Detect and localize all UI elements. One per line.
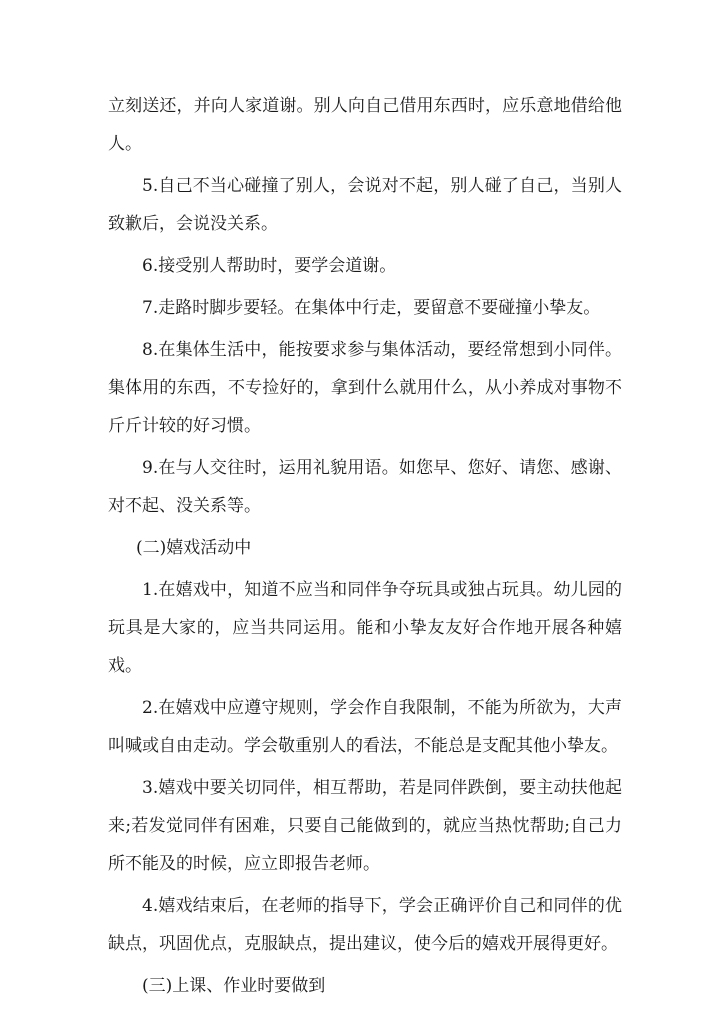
paragraph-games-4: 4.嬉戏结束后，在老师的指导下，学会正确评价自己和同伴的优缺点，巩固优点，克服缺点，提出建议，使今后的嬉戏开展得更好。	[108, 896, 622, 954]
paragraph-continued: 立刻送还，并向人家道谢。别人向自己借用东西时，应乐意地借给他人。	[108, 96, 622, 154]
paragraph-item-6: 6.接受别人帮助时，要学会道谢。	[142, 256, 397, 276]
paragraph-item-7: 7.走路时脚步要轻。在集体中行走，要留意不要碰撞小挚友。	[142, 298, 601, 318]
document-body	[108, 87, 622, 1009]
paragraph-item-9: 9.在与人交往时，运用礼貌用语。如您早、您好、请您、感谢、对不起、没关系等。	[108, 458, 622, 516]
section-heading-games: (二)嬉戏活动中	[136, 538, 252, 558]
paragraph-item-8: 8.在集体生活中，能按要求参与集体活动，要经常想到小同伴。集体用的东西，不专捡好的，拿到什么就用什么，从小养成对事物不斤斤计较的好习惯。	[108, 340, 622, 436]
paragraph-item-5: 5.自己不当心碰撞了别人，会说对不起，别人碰了自己，当别人致歉后，会说没关系。	[108, 176, 622, 234]
paragraph-games-1: 1.在嬉戏中，知道不应当和同伴争夺玩具或独占玩具。幼儿园的玩具是大家的，应当共同运用。能和小挚友友好合作地开展各种嬉戏。	[108, 580, 622, 676]
section-heading-class: (三)上课、作业时要做到	[142, 976, 326, 996]
paragraph-games-2: 2.在嬉戏中应遵守规则，学会作自我限制，不能为所欲为，大声叫喊或自由走动。学会敬重别人的看法，不能总是支配其他小挚友。	[108, 698, 622, 756]
paragraph-games-3: 3.嬉戏中要关切同伴，相互帮助，若是同伴跌倒，要主动扶他起来;若发觉同伴有困难，只要自己能做到的，就应当热忱帮助;自己力所不能及的时候，应立即报告老师。	[108, 778, 622, 874]
